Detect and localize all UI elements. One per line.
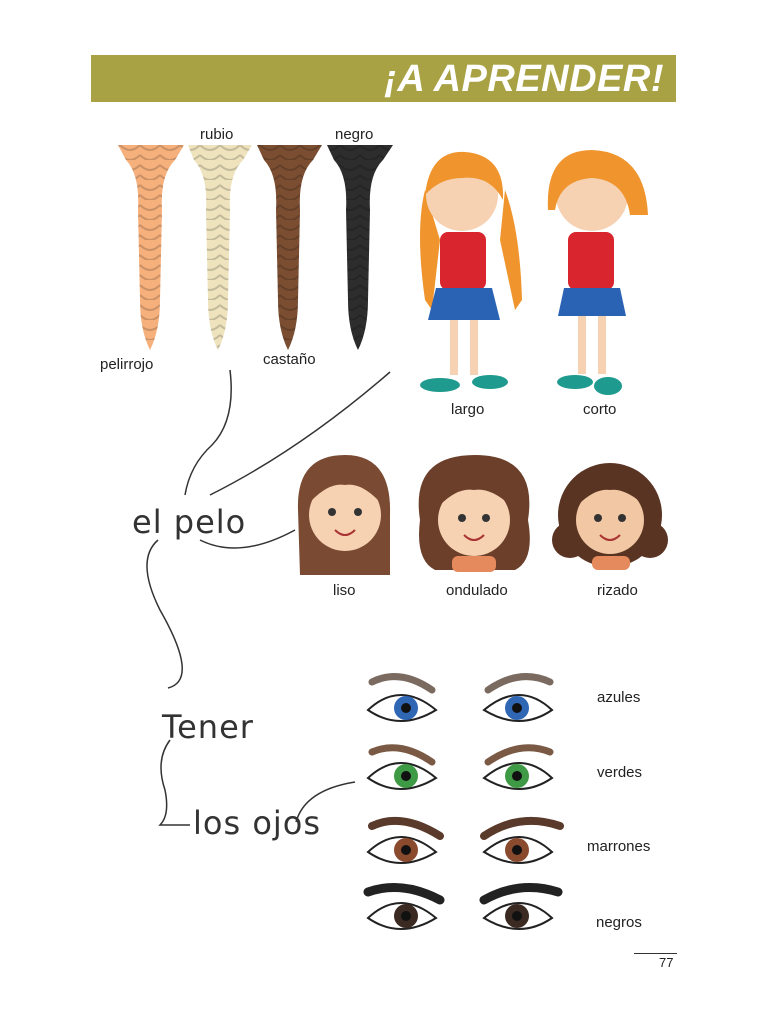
eyes-black [368,888,558,930]
braid-blond [188,145,252,350]
face-wavy-hair [419,455,530,572]
page-number: 77 [659,955,674,970]
eyes-brown [368,821,560,863]
label-rizado: rizado [597,582,638,599]
girl-short-hair [548,150,648,395]
label-marrones: marrones [587,838,651,855]
label-verdes: verdes [597,764,643,781]
label-rubio: rubio [200,126,234,143]
braid-red [118,145,184,350]
face-straight-hair [298,455,390,575]
braid-brown [257,145,322,350]
label-azules: azules [597,689,641,706]
eyes-green [368,748,552,789]
label-pelirrojo: pelirrojo [100,356,154,373]
label-largo: largo [451,401,485,418]
girl-long-hair [420,152,522,392]
label-castano: castaño [263,351,316,368]
concept-tener: Tener [162,708,254,746]
label-negro: negro [335,126,374,143]
concept-los-ojos: los ojos [193,804,322,842]
face-curly-hair [552,463,668,570]
label-ondulado: ondulado [446,582,508,599]
label-negros: negros [596,914,642,931]
label-corto: corto [583,401,617,418]
concept-el-pelo: el pelo [132,503,247,541]
page-number-rule [634,953,677,954]
label-liso: liso [333,582,356,599]
page-title: ¡A APRENDER! [384,58,664,100]
eyes-blue [368,677,552,721]
braid-black [327,145,393,350]
